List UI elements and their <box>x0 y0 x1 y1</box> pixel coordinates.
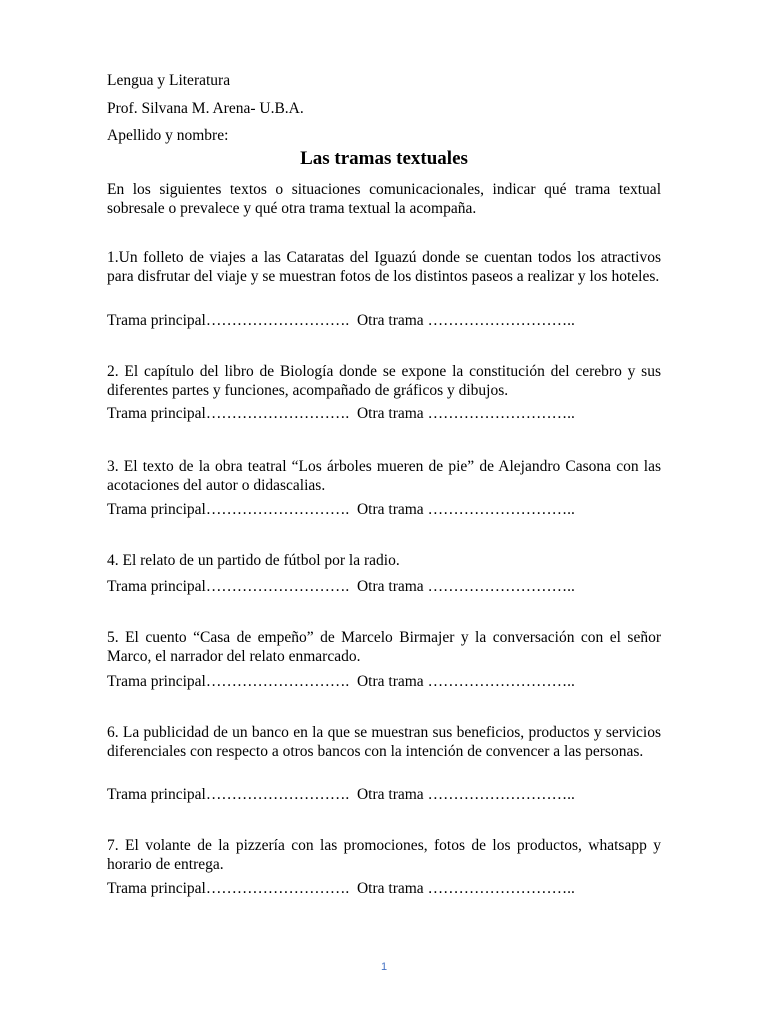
subject-heading: Lengua y Literatura <box>107 72 231 89</box>
item-5-answer-line: Trama principal………………………. Otra trama ……………………….. <box>107 673 575 690</box>
item-2-answer-line: Trama principal………………………. Otra trama ……………………….. <box>107 405 575 422</box>
item-6-answer-line: Trama principal………………………. Otra trama ……………………….. <box>107 786 575 803</box>
item-1-answer-line: Trama principal………………………. Otra trama ……………………….. <box>107 312 575 329</box>
item-4-answer-line: Trama principal………………………. Otra trama ……………………….. <box>107 578 575 595</box>
page-title: Las tramas textuales <box>300 148 468 169</box>
item-5-text: 5. El cuento “Casa de empeño” de Marcelo Birmajer y la conversación con el señor Marco, el narrador del relato enmarcado. <box>107 629 661 665</box>
item-3-answer-line: Trama principal………………………. Otra trama ……………………….. <box>107 501 575 518</box>
student-name-label: Apellido y nombre: <box>107 127 229 144</box>
item-6-text: 6. La publicidad de un banco en la que se muestran sus beneficios, productos y servicios diferenciales con respecto a otros bancos con la intención de convencer a las personas. <box>107 724 661 760</box>
item-7-answer-line: Trama principal………………………. Otra trama ……………………….. <box>107 880 575 897</box>
page-number: 1 <box>380 961 388 973</box>
teacher-heading: Prof. Silvana M. Arena- U.B.A. <box>107 100 304 117</box>
item-4-text: 4. El relato de un partido de fútbol por la radio. <box>107 552 400 569</box>
item-1-text: 1.Un folleto de viajes a las Cataratas del Iguazú donde se cuentan todos los atractivos para disfrutar del viaje y se muestran fotos de los distintos paseos a realizar y los hoteles. <box>107 249 661 285</box>
item-7-text: 7. El volante de la pizzería con las promociones, fotos de los productos, whatsapp y horario de entrega. <box>107 837 661 873</box>
item-3-text: 3. El texto de la obra teatral “Los árboles mueren de pie” de Alejandro Casona con las acotaciones del autor o didascalias. <box>107 458 661 494</box>
instructions-paragraph: En los siguientes textos o situaciones comunicacionales, indicar qué trama textual sobresale o prevalece y qué otra trama textual la acompaña. <box>107 181 661 217</box>
item-2-text: 2. El capítulo del libro de Biología donde se expone la constitución del cerebro y sus diferentes partes y funciones, acompañado de gráficos y dibujos. <box>107 363 661 399</box>
